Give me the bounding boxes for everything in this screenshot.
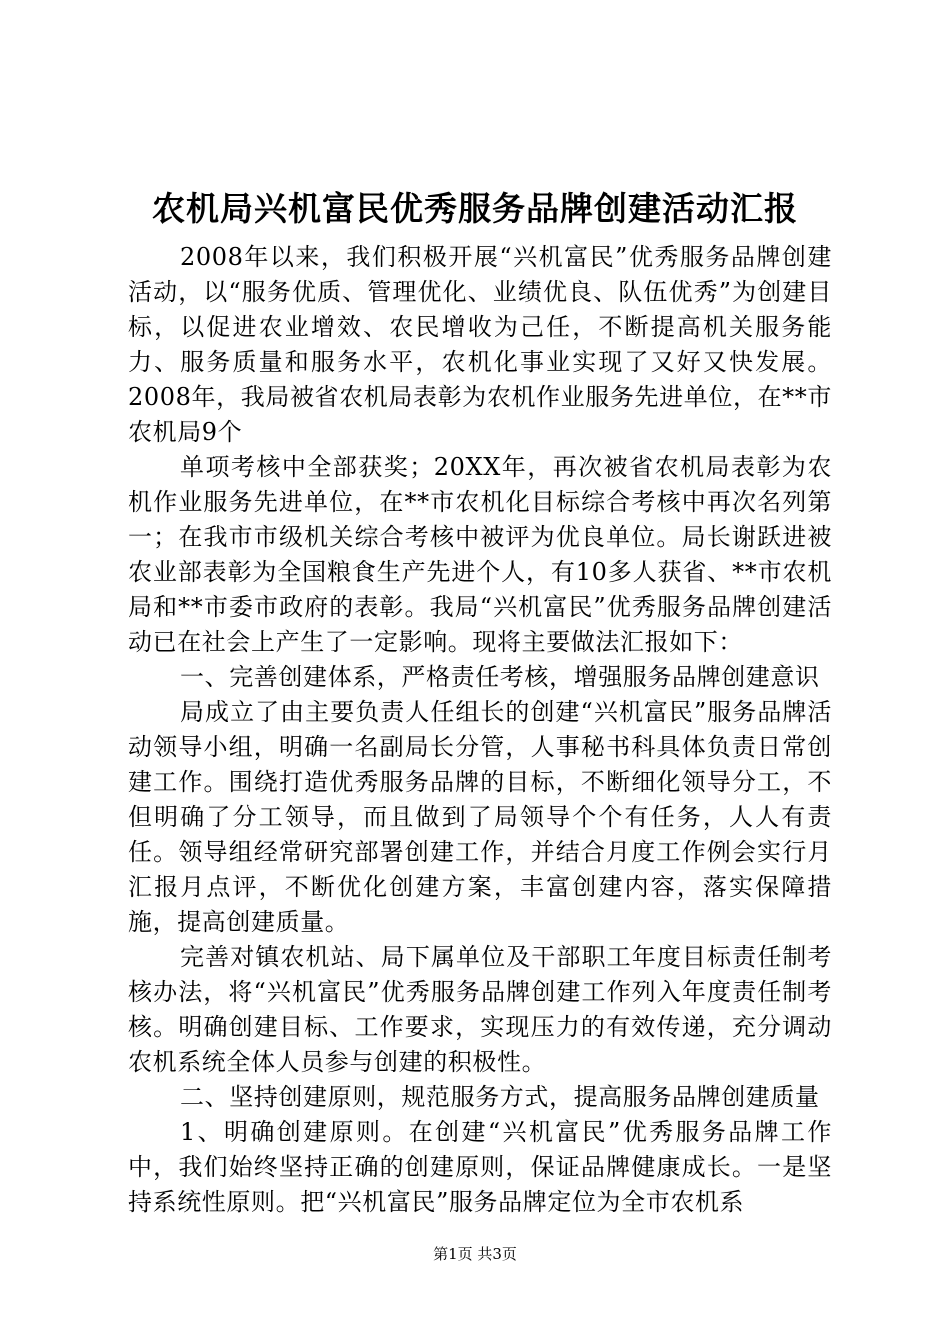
paragraph-assessment: 完善对镇农机站、局下属单位及干部职工年度目标责任制考核办法，将“兴机富民”优秀服务品牌创建工作列入年度责任制考核。明确创建目标、工作要求，实现压力的有效传递，充分调动农机系统全体人员参与创建的积极性。 [128, 943, 832, 1076]
paragraph-awards: 单项考核中全部获奖；20XX年，再次被省农机局表彰为农机作业服务先进单位，在**市农机化目标综合考核中再次名列第一；在我市市级机关综合考核中被评为优良单位。局长谢跃进被农业部表彰为全国粮食生产先进个人，有10多人获省、**市农机局和**市委市政府的表彰。我局“兴机富民”优秀服务品牌创建活动已在社会上产生了一定影响。现将主要做法汇报如下： [128, 453, 832, 656]
paragraph-intro: 2008年以来，我们积极开展“兴机富民”优秀服务品牌创建活动，以“服务优质、管理优化、业绩优良、队伍优秀”为创建目标，以促进农业增效、农民增收为己任，不断提高机关服务能力、服务质量和服务水平，农机化事业实现了又好又快发展。2008年，我局被省农机局表彰为农机作业服务先进单位，在**市农机局9个 [128, 243, 832, 446]
section-heading-2: 二、坚持创建原则，规范服务方式，提高服务品牌创建质量 [180, 1083, 820, 1111]
document-title: 农机局兴机富民优秀服务品牌创建活动汇报 [152, 189, 798, 228]
document-body [128, 240, 832, 1220]
page-footer: 第1页 共3页 [433, 1245, 517, 1263]
section-heading-1: 一、完善创建体系，严格责任考核，增强服务品牌创建意识 [180, 663, 820, 691]
paragraph-principles: 1、明确创建原则。在创建“兴机富民”优秀服务品牌工作中，我们始终坚持正确的创建原则，保证品牌健康成长。一是坚持系统性原则。把“兴机富民”服务品牌定位为全市农机系 [128, 1118, 832, 1216]
paragraph-leadership: 局成立了由主要负责人任组长的创建“兴机富民”服务品牌活动领导小组，明确一名副局长分管，人事秘书科具体负责日常创建工作。围绕打造优秀服务品牌的目标，不断细化领导分工，不但明确了分工领导，而且做到了局领导个个有任务，人人有责任。领导组经常研究部署创建工作，并结合月度工作例会实行月汇报月点评，不断优化创建方案，丰富创建内容，落实保障措施，提高创建质量。 [128, 698, 832, 936]
